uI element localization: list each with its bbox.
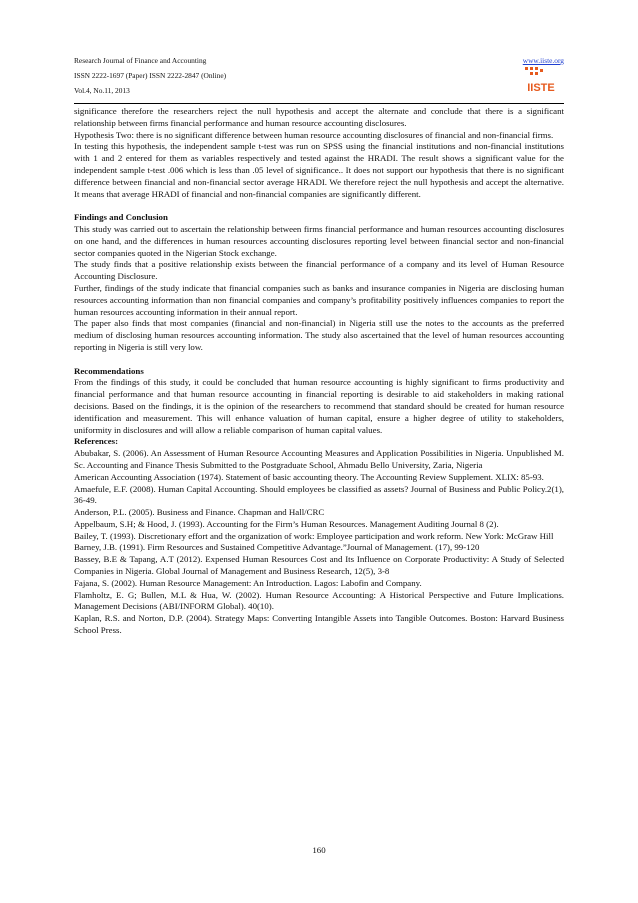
reference-item: American Accounting Association (1974). Statement of basic accounting theory. The Accounting Review Supplement. XLIX: 85-93. [74,471,544,482]
recommendations-paragraph: From the findings of this study, it could be concluded that human resource accounting is highly significant to firms productivity and financial performance and that human resource accounting in financial reporting is desirable to aid stakeholders in making rational decisions. Based on the findings, it is the opinion of the researchers to recommend that standard should be created for human resource identification and measurement. This will enhance valuation of human capital, ensure a higher degree of utility to stakeholders, uniformity in disclosures and will allow a reliable comparison of human capital values. [74,377,564,435]
page-header [74,53,564,101]
journal-issn: ISSN 2222-1697 (Paper) ISSN 2222-2847 (Online) [74,71,227,80]
svg-text:IISTE: IISTE [527,82,555,94]
findings-paragraph: The paper also finds that most companies (financial and non-financial) in Nigeria still use the notes to the accounts as the preferred medium of disclosing human resources accounting information. The study also ascertained that the level of human resources accounting reporting in Nigeria is still very low. [74,318,564,352]
reference-item: Anderson, P.L. (2005). Business and Finance. Chapman and Hall/CRC [74,507,325,518]
recommendations-heading: Recommendations [74,365,144,376]
journal-title: Research Journal of Finance and Accounting [74,56,207,65]
findings-heading: Findings and Conclusion [74,212,168,223]
reference-item: Barney, J.B. (1991). Firm Resources and Sustained Competitive Advantage.”Journal of Management. (17), 99-120 [74,542,480,553]
reference-item: Kaplan, R.S. and Norton, D.P. (2004). Strategy Maps: Converting Intangible Assets into Tangible Outcomes. Boston: Harvard Business School Press. [74,613,564,636]
article-body [74,106,564,637]
reference-item: Fajana, S. (2002). Human Resource Management: An Introduction. Lagos: Labofin and Company. [74,577,422,588]
hypothesis-two-paragraph: Hypothesis Two: there is no significant difference between human resource accounting disclosures of financial and non-financial firms. [74,129,554,140]
reference-item: Bassey, B.E & Tapang, A.T (2012). Expensed Human Resources Cost and Its Influence on Corporate Productivity: A Study of Selected Companies in Nigeria. Global Journal of Management and Business Research, 12(5), 3-8 [74,554,564,577]
journal-url-link[interactable]: www.iiste.org [522,56,564,65]
findings-paragraph: Further, findings of the study indicate that financial companies such as banks and insurance companies in Nigeria are disclosing human resources accounting information than non financial companies and company’s profitability positively influences companies to report the human resources accounting information in their annual report. [74,282,564,317]
reference-item: Appelbaum, S.H; & Hood, J. (1993). Accounting for the Firm’s Human Resources. Management Auditing Journal 8 (2). [74,518,499,529]
reference-item: Abubakar, S. (2006). An Assessment of Human Resource Accounting Measures and Application Possibilities in Nigeria. Unpublished M. Sc. Accounting and Finance Thesis Submitted to the Postgraduate School, Ahmadu Bello University, Zaria, Nigeria [74,448,564,470]
hypothesis-test-paragraph: In testing this hypothesis, the independent sample t-test was run on SPSS using the financial institutions and non-financial institutions with 1 and 2 entered for them as variables respectively and tested against the HRADI. The result shows a significant value for the independent sample t-test .006 which is less than .05 level of significance.. It does not support our hypothesis that there is no significant difference between financial and non-financial sector average HRADI. We therefore reject the null hypothesis and accept the alternative. It means that average HRADI of financial and non-financial companies are significantly different. [74,141,564,199]
reference-item: Amaefule, E.F. (2008). Human Capital Accounting. Should employees be classified as assets? Journal of Business and Public Policy.2(1), 36-49. [74,483,564,506]
iiste-logo [522,65,560,95]
reference-item: Bailey, T. (1993). Discretionary effort and the organization of work: Employee participation and work reform. New York: McGraw Hill [74,530,554,541]
findings-paragraph: This study was carried out to ascertain the relationship between firms financial performance and human resources accounting disclosures on one hand, and the differences in human resources accounting disclosures reporting level between financial sector and non-financial sector companies quoted in the Nigerian Stock exchange. [74,223,564,258]
findings-paragraph: The study finds that a positive relationship exists between the financial performance of a company and its level of Human Resource Accounting Disclosure. [74,259,564,282]
body-paragraph: significance therefore the researchers reject the null hypothesis and accept the alternate and conclude that there is a significant relationship between firms financial performance and human resource accounting disclosures. [74,106,564,128]
header-divider [74,103,564,104]
page-number: 160 [312,845,326,855]
references-heading: References: [74,436,119,447]
journal-volume: Vol.4, No.11, 2013 [74,86,130,95]
reference-item: Flamholtz, E. G; Bullen, M.L & Hua, W. (2002). Human Resource Accounting: A Historical Perspective and Future Implications. Management Decisions (ABI/INFORM Global). 40(10). [74,589,564,612]
